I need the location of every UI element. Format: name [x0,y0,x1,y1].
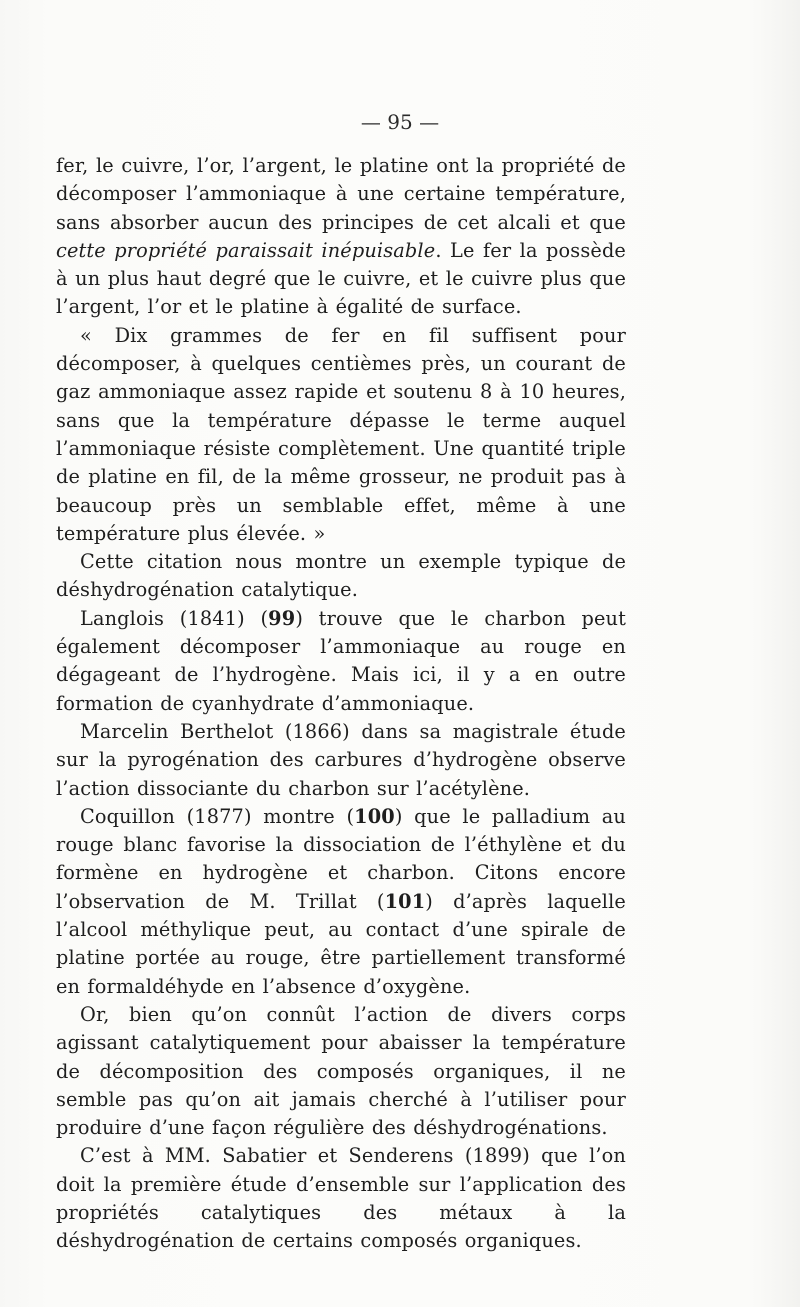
paragraph-6-text-b: ) que le palladium au rouge blanc favorise la dissociation de l’éthylène et du formène en hydrogène et charbon. Citons encore l’observation de M. Trillat ( [56,804,627,913]
page-number: — 95 — [360,110,440,134]
paragraph-8-text: C’est à MM. Sabatier et Senderens (1899) que l’on doit la première étude d’ensemble sur l’application des propriétés catalytiques des métaux à la déshydrogénation de certains composés organiques. [56,1144,626,1253]
paragraph-3 [56,548,626,605]
paragraph-5-text: Marcelin Berthelot (1866) dans sa magistrale étude sur la pyrogénation des carbures d’hydrogène observe l’action dissociante du charbon sur l’acétylène. [56,719,626,800]
paragraph-2-quotation [56,322,626,548]
body-text [56,152,626,1256]
paragraph-8 [56,1142,626,1255]
paragraph-6-text-c: ) d’après laquelle l’alcool méthylique peut, au contact d’une spirale de platine portée au rouge, être partiellement transformé en formaldéhyde en l’absence d’oxygène. [56,889,626,998]
paragraph-7-text: Or, bien qu’on connût l’action de divers corps agissant catalytiquement pour abaisser la température de décomposition des composés organiques, il ne semble pas qu’on ait jamais cherché à l’utiliser pour produire d’une façon régulière des déshydrogénations. [56,1002,626,1140]
paragraph-6 [56,803,626,1001]
paragraph-4 [56,605,626,718]
paragraph-6-text-a: Coquillon (1877) montre ( [80,804,355,828]
reference-99: 99 [268,606,296,630]
reference-101: 101 [384,889,426,913]
paragraph-7 [56,1001,626,1142]
reference-100: 100 [354,804,395,828]
paragraph-1-text-a: fer, le cuivre, l’or, l’argent, le platine ont la propriété de décomposer l’ammoniaque à une certaine température, sans absorber aucun des principes de cet alcali et que [56,154,626,234]
paragraph-1-emphasis: cette propriété paraissait inépuisable [56,238,436,262]
paragraph-1-text-b: . Le fer la possède à un plus haut degré que le cuivre, et le cuivre plus que l’argent, l’or et le platine à égalité de surface. [56,238,626,319]
paragraph-3-text: Cette citation nous montre un exemple typique de déshydrogénation catalytique. [56,550,626,602]
paragraph-2-text: « Dix grammes de fer en fil suffisent pour décomposer, à quelques centièmes près, un courant de gaz ammoniaque assez rapide et soutenu 8 à 10 heures, sans que la température dépasse le terme auquel l’ammoniaque résiste complètement. Une quantité triple de platine en fil, de la même grosseur, ne produit pas à beaucoup près un semblable effet, même à une température plus élevée. » [56,323,626,545]
paragraph-1 [56,152,626,322]
paragraph-5 [56,718,626,803]
paragraph-4-text-b: ) trouve que le charbon peut également décomposer l’ammoniaque au rouge en dégageant de l’hydrogène. Mais ici, il y a en outre formation de cyanhydrate d’ammoniaque. [56,606,626,715]
paragraph-4-text-a: Langlois (1841) ( [80,606,269,630]
